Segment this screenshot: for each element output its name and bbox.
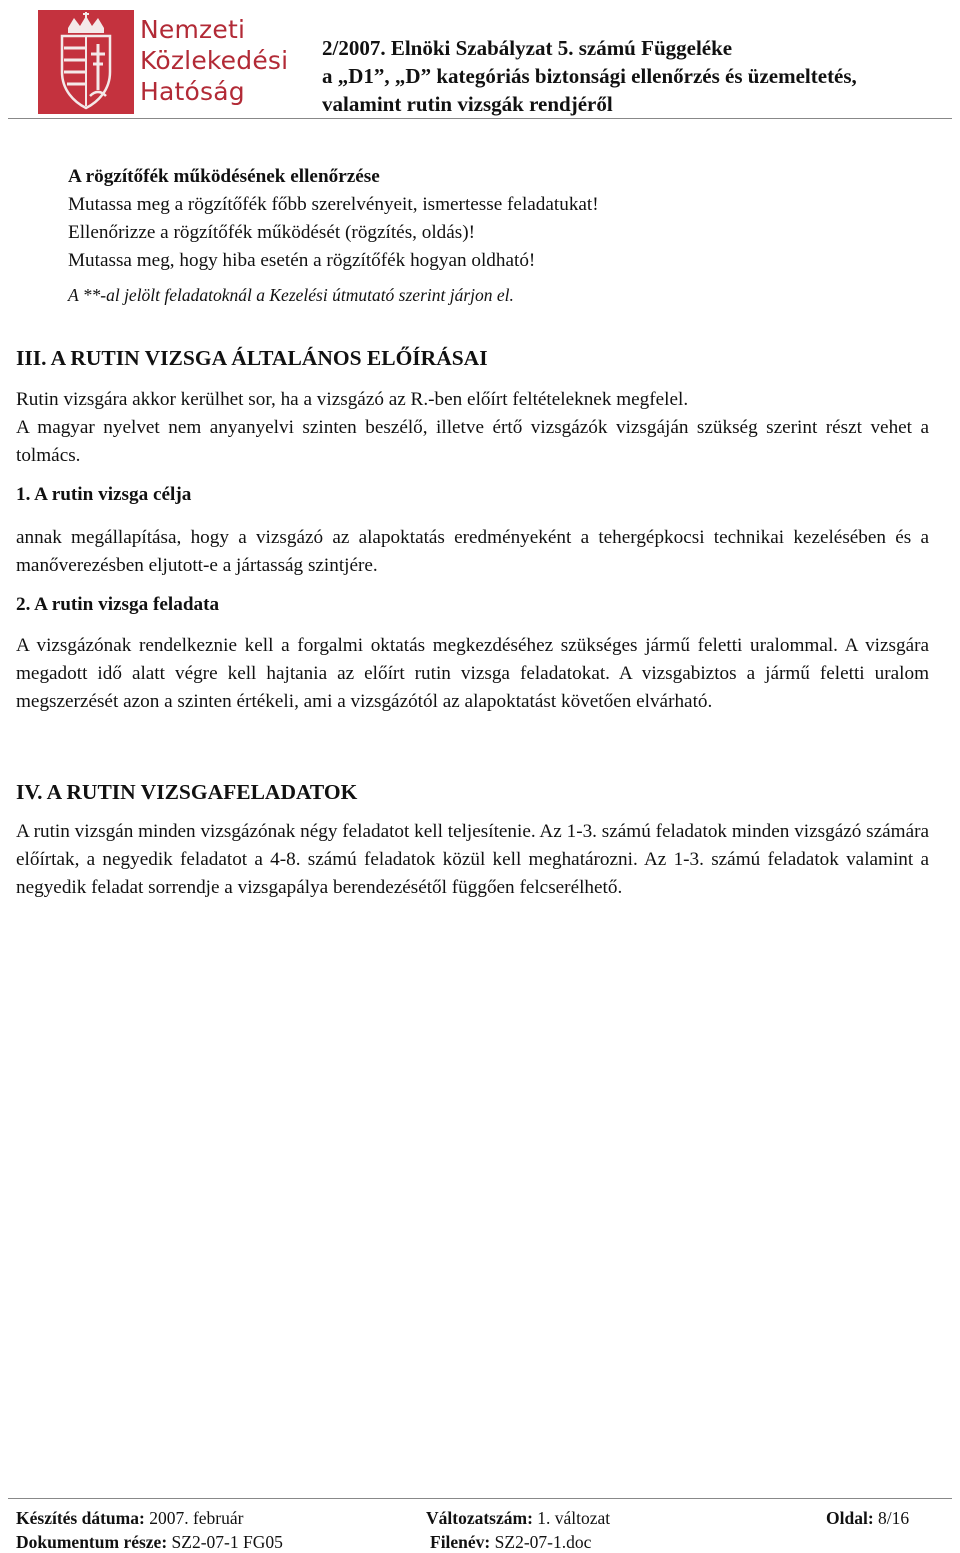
- nkh-logo: [22, 4, 314, 114]
- footer-filename: [430, 1532, 591, 1552]
- coat-of-arms-icon: [38, 10, 134, 114]
- title-line: a „D1”, „D” kategóriás biztonsági ellenőrzés és üzemeltetés,: [322, 64, 857, 88]
- subsection-2-text: A vizsgázónak rendelkeznie kell a forgalmi oktatás megkezdéséhez szükséges jármű feletti uralommal. A vizsgára megadott idő alatt végre kell hajtania az előírt rutin vizsga feladatokat. A vizsgabiztos a jármű feletti uralom megszerzését azon a szinten értékeli, ami a vizsgázótól az alapoktatást követően elvárható.: [16, 635, 929, 712]
- footer-date: [16, 1508, 243, 1528]
- footer-page-value: 8/16: [878, 1508, 910, 1528]
- footer-docpart-value: SZ2-07-1 FG05: [171, 1532, 283, 1552]
- org-name-line: Közlekedési: [140, 46, 289, 75]
- header-divider: [8, 118, 952, 119]
- org-name-line: Hatóság: [140, 77, 245, 106]
- brake-line: Mutassa meg a rögzítőfék főbb szerelvényeit, ismertesse feladatukat!: [68, 194, 599, 215]
- footer-page: [826, 1508, 909, 1528]
- title-line: valamint rutin vizsgák rendjéről: [322, 92, 613, 116]
- org-name-line: Nemzeti: [140, 15, 246, 44]
- footer-date-label: Készítés dátuma:: [16, 1508, 145, 1528]
- subsection-2-heading: 2. A rutin vizsga feladata: [16, 594, 220, 615]
- footer-date-value: 2007. február: [149, 1508, 244, 1528]
- footer-version-value: 1. változat: [537, 1508, 611, 1528]
- section-iv-text: A rutin vizsgán minden vizsgázónak négy feladatot kell teljesítenie. Az 1-3. számú feladatok minden vizsgázó számára előírtak, a negyedik feladatot a 4-8. számú feladatok közül kell meghatározni. Az 1-3. számú feladatok valamint a negyedik feladat sorrendje a vizsgapálya berendezésétől függően felcserélhető.: [16, 821, 929, 898]
- subsection-1-heading: 1. A rutin vizsga célja: [16, 484, 192, 505]
- brake-line: Mutassa meg, hogy hiba esetén a rögzítőfék hogyan oldható!: [68, 250, 536, 271]
- page-header: [0, 0, 960, 122]
- footer-divider: [8, 1498, 952, 1499]
- brake-line: Ellenőrizze a rögzítőfék működését (rögzítés, oldás)!: [68, 222, 476, 243]
- organization-name: [140, 14, 288, 107]
- section-iii-para1: Rutin vizsgára akkor kerülhet sor, ha a vizsgázó az R.-ben előírt feltételeknek megfelel.: [16, 389, 689, 410]
- footer-filename-value: SZ2-07-1.doc: [494, 1532, 592, 1552]
- brake-check-section: [68, 163, 938, 309]
- section-iv-heading: IV. A RUTIN VIZSGAFELADATOK: [16, 780, 358, 804]
- brake-note: A **-al jelölt feladatoknál a Kezelési útmutató szerint járjon el.: [68, 285, 514, 305]
- footer-version: [426, 1508, 610, 1528]
- footer-filename-label: Filenév:: [430, 1532, 491, 1552]
- subsection-1-text: annak megállapítása, hogy a vizsgázó az alapoktatás eredményeként a tehergépkocsi technikai kezelésében és a manőverezésben eljutott-e a jártasság szintjére.: [16, 527, 929, 576]
- footer-docpart: [16, 1532, 283, 1552]
- document-title: [322, 34, 857, 118]
- section-iii-heading: III. A RUTIN VIZSGA ÁLTALÁNOS ELŐÍRÁSAI: [16, 346, 488, 370]
- section-iii-para2: A magyar nyelvet nem anyanyelvi szinten beszélő, illetve értő vizsgázók vizsgáján szükség szerint részt vehet a tolmács.: [16, 417, 929, 466]
- footer-docpart-label: Dokumentum része:: [16, 1532, 168, 1552]
- brake-heading: A rögzítőfék működésének ellenőrzése: [68, 166, 380, 187]
- footer-version-label: Változatszám:: [426, 1508, 533, 1528]
- title-line: 2/2007. Elnöki Szabályzat 5. számú Függeléke: [322, 36, 733, 60]
- footer-page-label: Oldal:: [826, 1508, 874, 1528]
